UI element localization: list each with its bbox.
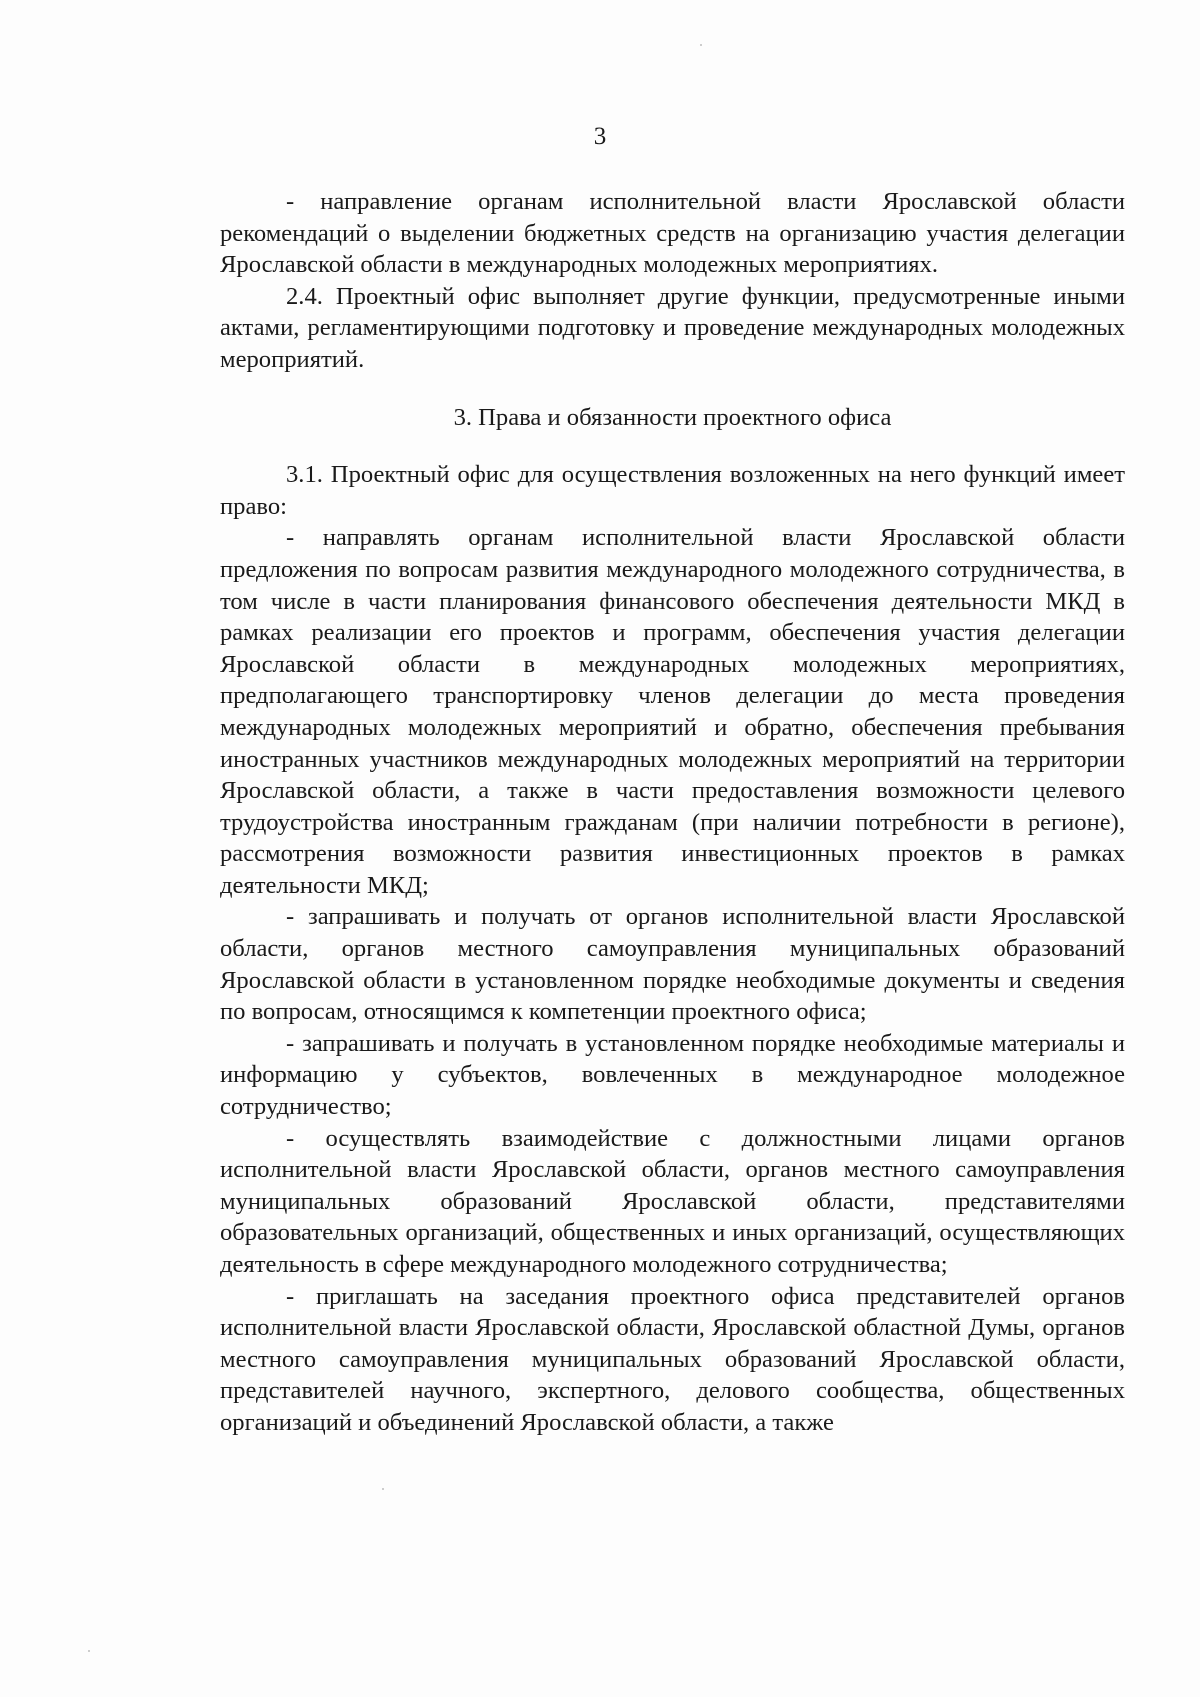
paragraph-request-materials: - запрашивать и получать в установленном порядке необходимые материалы и информацию у субъектов, вовлеченных в международное молодежное сотрудничество; [220, 1029, 1125, 1121]
paragraph-2-4-other-functions: 2.4. Проектный офис выполняет другие функции, предусмотренные иными актами, регламентирующими подготовку и проведение международных молодежных мероприятий. [220, 282, 1125, 373]
paragraph-3-1-rights: 3.1. Проектный офис для осуществления возложенных на него функций имеет право: [220, 461, 1125, 520]
document-body [220, 186, 1125, 1439]
paragraph-invite-representatives: - приглашать на заседания проектного офиса представителей органов исполнительной власти Ярославской области, Ярославской областной Думы, органов местного самоуправления муниципальных образований Ярославской области, представителей научного, экспертного, делового сообщества, общественных организаций и объединений Ярославской области, а также [220, 1282, 1125, 1436]
paragraph-budget-recommendations: - направление органам исполнительной власти Ярославской области рекомендаций о выделении бюджетных средств на организацию участия делегации Ярославской области в международных молодежных мероприятиях. [220, 188, 1125, 279]
scan-speck [382, 1488, 384, 1490]
paragraph-request-documents: - запрашивать и получать от органов исполнительной власти Ярославской области, органов местного самоуправления муниципальных образований Ярославской области в установленном порядке необходимые документы и сведения по вопросам, относящимся к компетенции проектного офиса; [220, 903, 1125, 1026]
paragraph-interaction: - осуществлять взаимодействие с должностными лицами органов исполнительной власти Ярославской области, органов местного самоуправления муниципальных образований Ярославской области, представителями образовательных организаций, общественных и иных организаций, осуществляющих деятельность в сфере международного молодежного сотрудничества; [220, 1124, 1125, 1278]
page-number: 3 [593, 123, 607, 150]
scan-speck [88, 1650, 90, 1652]
section-heading-rights-duties: 3. Права и обязанности проектного офиса [453, 403, 892, 431]
paragraph-send-proposals: - направлять органам исполнительной власти Ярославской области предложения по вопросам развития международного молодежного сотрудничества, в том числе в части планирования финансового обеспечения деятельности МКД в рамках реализации его проектов и программ, обеспечения участия делегации Ярославской области в международных молодежных мероприятиях, предполагающего транспортировку членов делегации до места проведения международных молодежных мероприятий и обратно, обеспечения пребывания иностранных участников международных молодежных мероприятий на территории Ярославской области, а также в части предоставления возможности целевого трудоустройства иностранным гражданам (при наличии потребности в регионе), рассмотрения возможности развития инвестиционных проектов в рамках деятельности МКД; [220, 524, 1125, 899]
scan-speck [700, 44, 702, 46]
